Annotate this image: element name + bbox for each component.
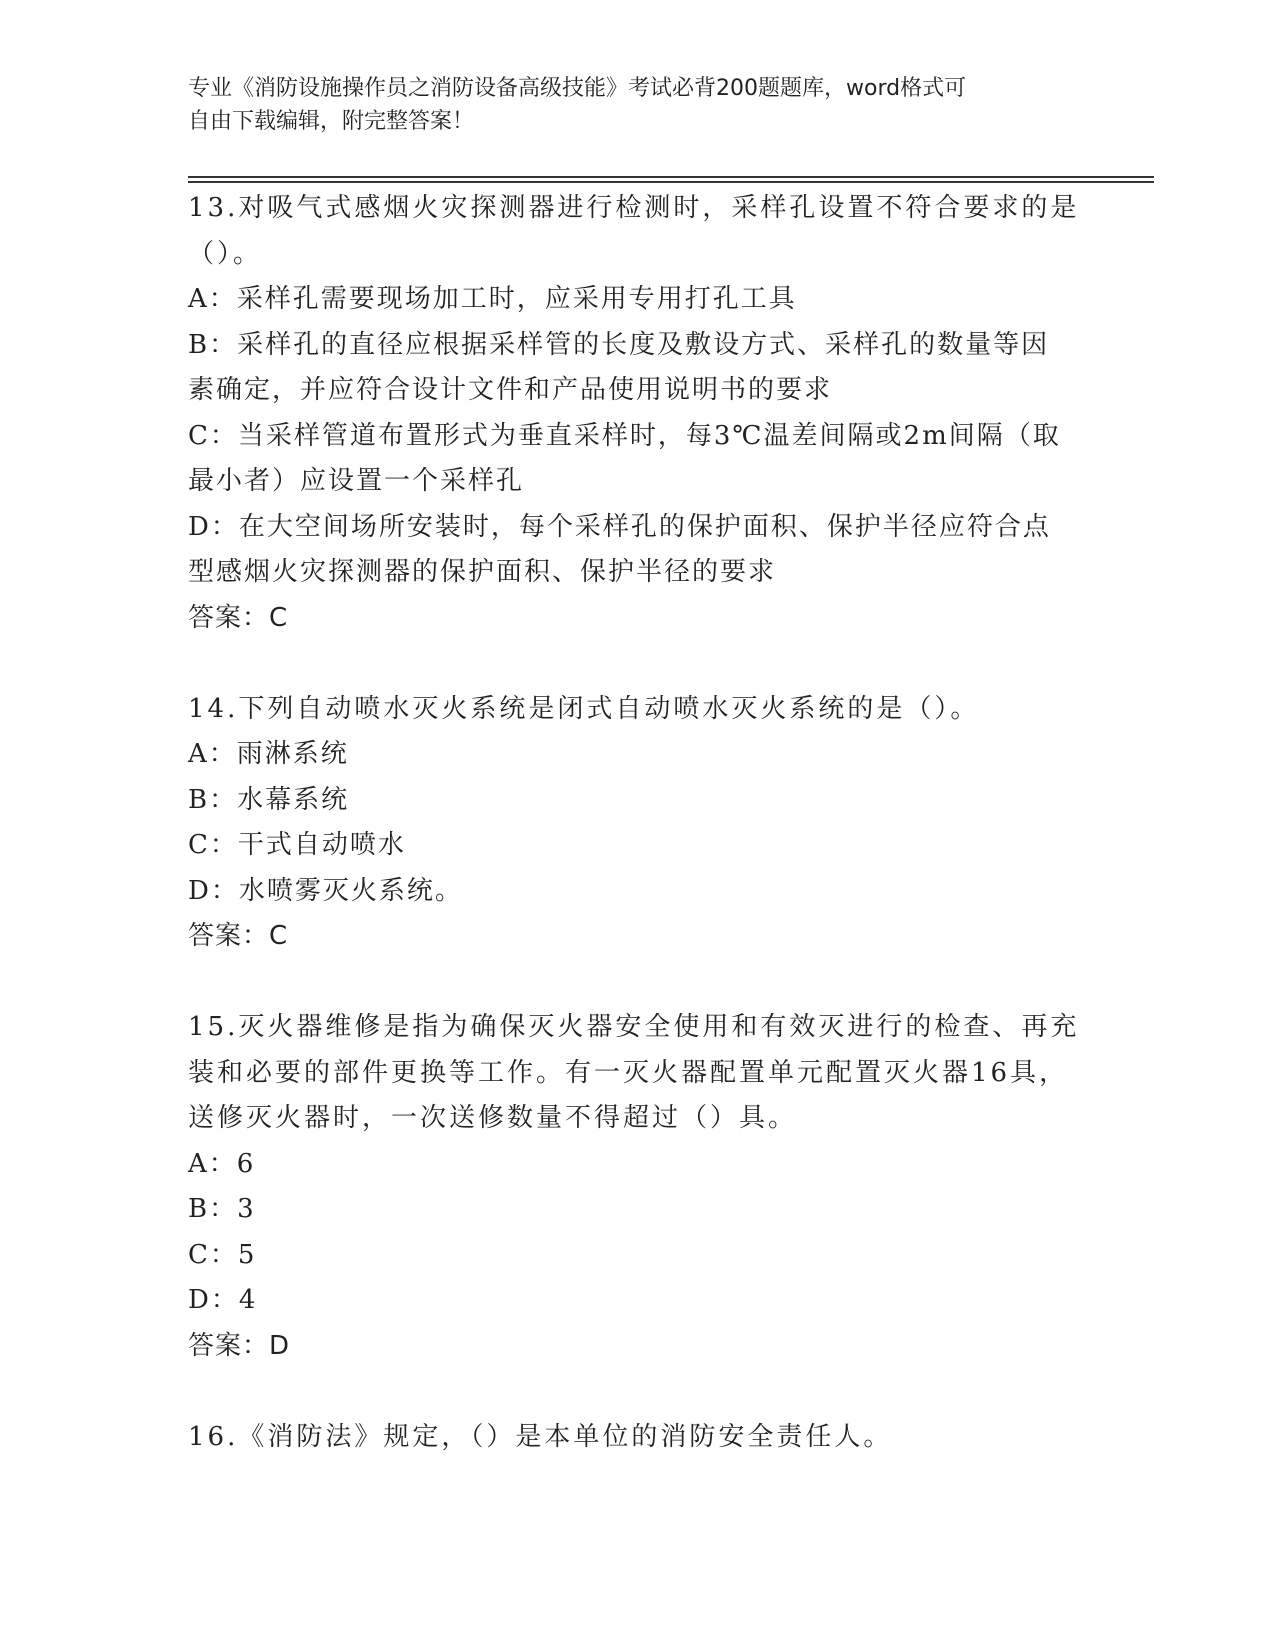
header-line-2: 自由下载编辑，附完整答案！ xyxy=(188,109,475,134)
question-stem-line: 送修灭火器时，一次送修数量不得超过（）具。 xyxy=(188,1103,798,1133)
question-stem-line: （）。 xyxy=(188,238,263,269)
question-13 xyxy=(188,186,1088,641)
question-16 xyxy=(188,1415,1088,1461)
question-list xyxy=(188,186,1088,1506)
question-stem-line: 16.《消防法》规定，（）是本单位的消防安全责任人。 xyxy=(188,1421,893,1452)
option-c: C：5 xyxy=(188,1239,257,1270)
question-stem-line: 14.下列自动喷水灭火系统是闭式自动喷水灭火系统的是（）。 xyxy=(188,693,980,724)
question-stem-line: 装和必要的部件更换等工作。有一灭火器配置单元配置灭火器16具， xyxy=(188,1057,1069,1088)
answer-label: 答案：C xyxy=(188,921,289,951)
header-divider-top xyxy=(188,176,1154,178)
option-a: A：雨淋系统 xyxy=(188,739,349,769)
option-d-cont: 型感烟火灾探测器的保护面积、保护半径的要求 xyxy=(188,557,777,587)
option-d: D：水喷雾灭火系统。 xyxy=(188,875,463,906)
option-b: B：3 xyxy=(188,1194,256,1224)
header-divider-bottom xyxy=(188,181,1154,183)
option-c: C：干式自动喷水 xyxy=(188,830,406,860)
option-c: C：当采样管道布置形式为垂直采样时，每3℃温差间隔或2m间隔（取 xyxy=(188,420,1061,451)
option-c-cont: 最小者）应设置一个采样孔 xyxy=(188,466,525,496)
question-stem-line: 13.对吸气式感烟火灾探测器进行检测时，采样孔设置不符合要求的是 xyxy=(188,193,1080,223)
answer-label: 答案：C xyxy=(188,602,289,633)
option-a: A：6 xyxy=(188,1148,256,1179)
option-b-cont: 素确定，并应符合设计文件和产品使用说明书的要求 xyxy=(188,375,833,405)
option-b: B：水幕系统 xyxy=(188,784,350,815)
option-a: A：采样孔需要现场加工时，应采用专用打孔工具 xyxy=(188,284,797,314)
option-d: D：在大空间场所安装时，每个采样孔的保护面积、保护半径应符合点 xyxy=(188,511,1051,542)
answer-label: 答案：D xyxy=(188,1330,291,1361)
question-15 xyxy=(188,1005,1088,1369)
header-line-1: 专业《消防设施操作员之消防设备高级技能》考试必背200题题库，word格式可 xyxy=(188,76,967,101)
option-d: D：4 xyxy=(188,1285,258,1315)
question-stem-line: 15.灭火器维修是指为确保灭火器安全使用和有效灭进行的检查、再充 xyxy=(188,1012,1080,1042)
question-14 xyxy=(188,687,1088,960)
option-b: B：采样孔的直径应根据采样管的长度及敷设方式、采样孔的数量等因 xyxy=(188,329,1050,360)
document-header xyxy=(188,72,1068,138)
